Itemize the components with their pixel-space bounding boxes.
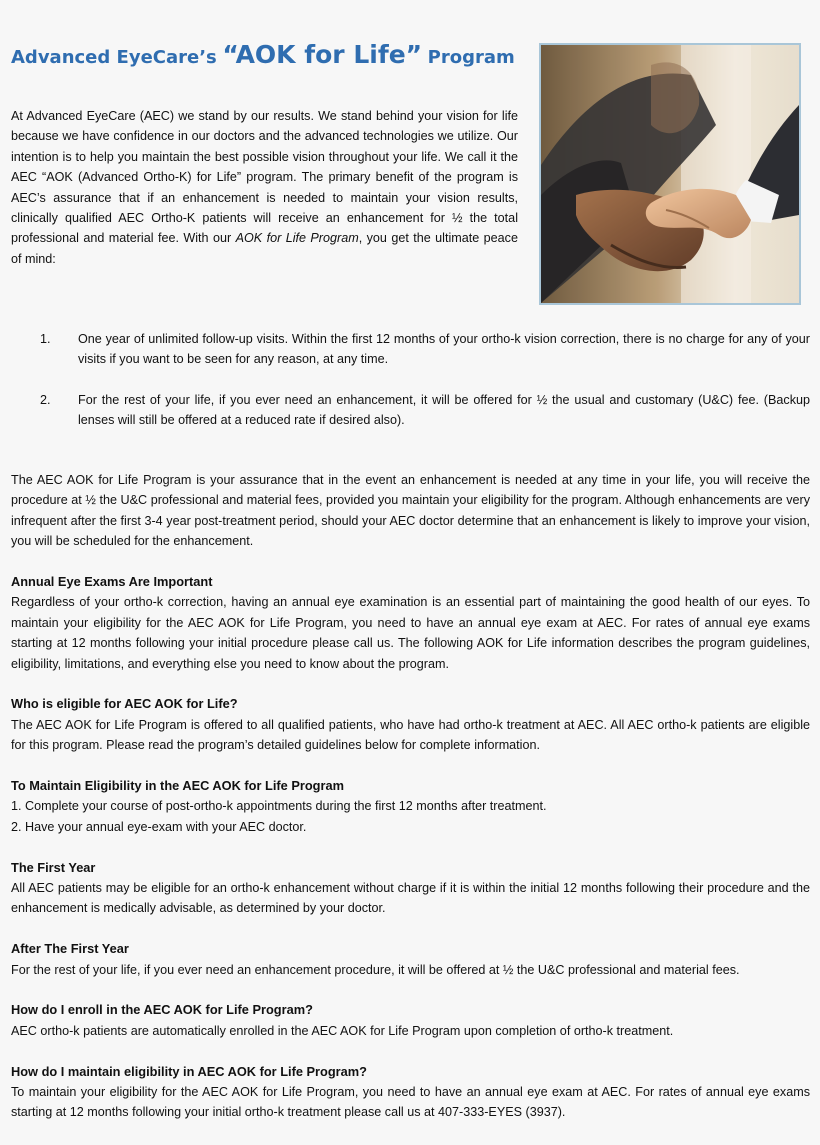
section-body: Regardless of your ortho-k correction, having an annual eye examination is an essential part of maintaining the good health of our eyes. To maintain your eligibility for the AEC AOK for Life Program, you need to have an annual eye exam at AEC. For rates of annual eye exams starting at 12 months following your initial procedure please call us. The following AOK for Life information describes the program guidelines, eligibility, limitations, and everything else you need to know about the program. <box>11 595 810 671</box>
section-body-line: 2. Have your annual eye-exam with your AEC doctor. <box>11 819 307 834</box>
intro-text: At Advanced EyeCare (AEC) we stand by our results. We stand behind your vision for life because we have confidence in our doctors and the advanced technologies we utilize. Our intention is to help you maintain the best possible vision throughout your life. We call it the AEC “AOK (Advanced Ortho-K) for Life” program. The primary benefit of the program is AEC’s assurance that if an enhancement is needed to maintain your vision results, clinically qualified AEC Ortho-K patients will receive an enhancement for ½ the total professional and material fee. With our <box>11 109 518 246</box>
section-body: All AEC patients may be eligible for an ortho-k enhancement without charge if it is within the initial 12 months following their procedure and the enhancement is medically advisable, as determined by your doctor. <box>11 881 810 916</box>
section-body: To maintain your eligibility for the AEC AOK for Life Program, you need to have an annual eye exam at AEC. For rates of annual eye exams starting at 12 months following your initial ortho-k treatment please call us at 407-333-EYES (3937). <box>11 1085 810 1120</box>
section-heading: To Maintain Eligibility in the AEC AOK for Life Program <box>11 778 344 794</box>
section-body: For the rest of your life, if you ever need an enhancement procedure, it will be offered at ½ the U&C professional and material fees. <box>11 962 740 977</box>
intro-program-name: AOK for Life Program <box>235 231 359 246</box>
intro-text-end: , you get the ultimate peace of mind: <box>11 231 518 266</box>
page-title <box>11 40 515 69</box>
handshake-photo-art <box>541 45 799 303</box>
section-body-line: 1. Complete your course of post-ortho-k appointments during the first 12 months after treatment. <box>11 799 547 814</box>
section-body: AEC ortho-k patients are automatically enrolled in the AEC AOK for Life Program upon completion of ortho-k treatment. <box>11 1023 674 1038</box>
section-enroll <box>11 1000 810 1041</box>
benefits-list <box>34 329 810 451</box>
list-item-text: For the rest of your life, if you ever need an enhancement, it will be offered for ½ the usual and customary (U&C) fee. (Backup lenses will still be offered at a reduced rate if desired also). <box>78 392 810 428</box>
section-annual-exams <box>11 572 810 674</box>
list-item-text: One year of unlimited follow-up visits. Within the first 12 months of your ortho-k vision correction, there is no charge for any of your visits if you want to be seen for any reason, at any time. <box>78 332 810 367</box>
section-maintain <box>11 1062 810 1123</box>
section-heading: Who is eligible for AEC AOK for Life? <box>11 696 238 712</box>
section-maintain-eligibility <box>11 776 810 837</box>
intro-paragraph <box>11 106 518 269</box>
title-main: “AOK for Life” <box>222 40 423 69</box>
title-prefix: Advanced EyeCare’s <box>11 47 217 68</box>
summary-paragraph: The AEC AOK for Life Program is your assurance that in the event an enhancement is needed at any time in your life, you will receive the procedure at ½ the U&C professional and material fees, provided you maintain your eligibility for the program. Although enhancements are very infrequent after the first 3-4 year post-treatment period, should your AEC doctor determine that an enhancement is likely to improve your vision, you will be scheduled for the enhancement. <box>11 473 810 549</box>
section-heading: How do I enroll in the AEC AOK for Life Program? <box>11 1002 313 1018</box>
section-heading: Annual Eye Exams Are Important <box>11 574 213 589</box>
list-item-number: 2. <box>40 392 51 407</box>
handshake-photo <box>539 43 801 305</box>
list-item <box>34 390 810 431</box>
faq-sections <box>11 572 810 1143</box>
section-eligibility <box>11 694 810 755</box>
section-first-year <box>11 858 810 919</box>
list-item <box>34 329 810 370</box>
title-suffix: Program <box>427 47 515 68</box>
section-heading: The First Year <box>11 859 96 875</box>
section-heading: After The First Year <box>11 941 129 957</box>
section-heading: How do I maintain eligibility in AEC AOK for Life Program? <box>11 1063 367 1079</box>
section-after-first-year <box>11 939 810 980</box>
section-body: The AEC AOK for Life Program is offered to all qualified patients, who have had ortho-k treatment at AEC. All AEC ortho-k patients are eligible for this program. Please read the program’s detailed guidelines below for complete information. <box>11 717 810 753</box>
list-item-number: 1. <box>40 332 51 346</box>
